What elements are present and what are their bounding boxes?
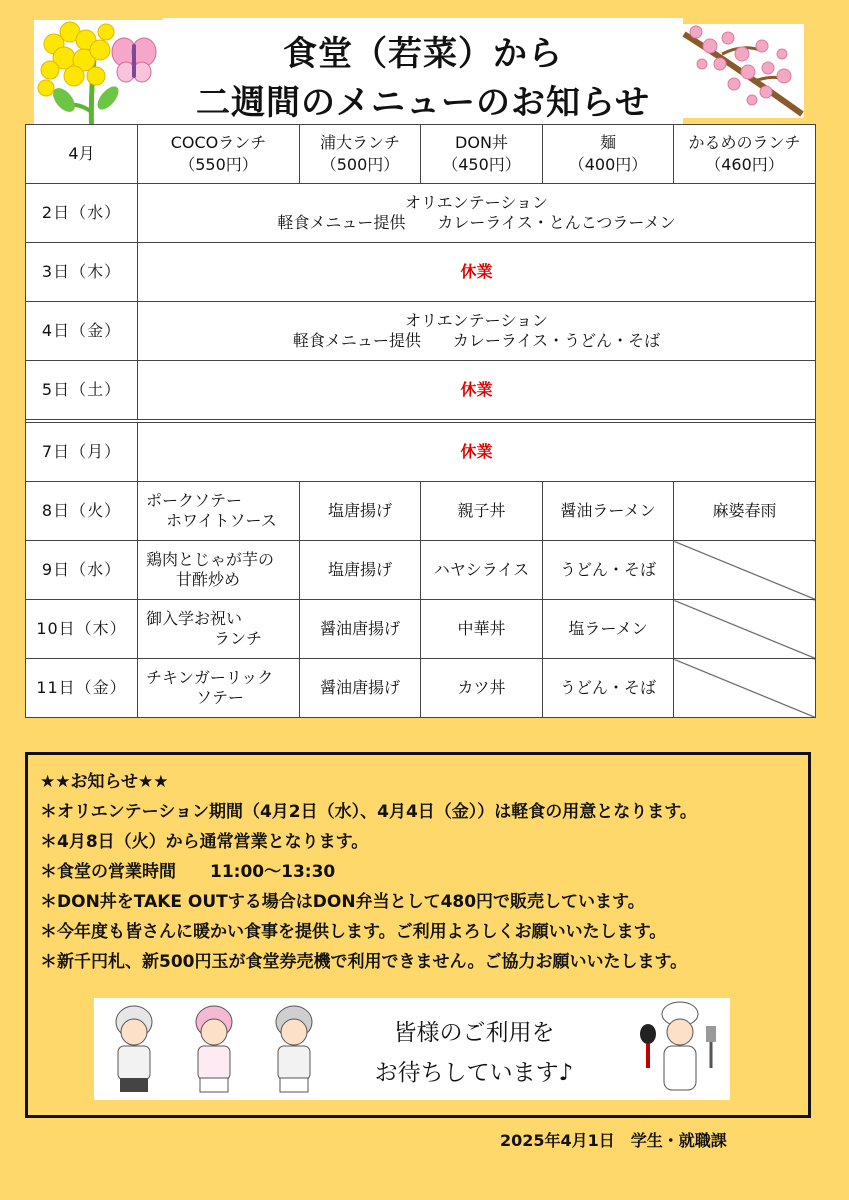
coco-line2: ランチ [214,629,263,648]
men-cell: うどん・そば [543,659,674,718]
page-title-line2: 二週間のメニューのお知らせ [196,83,650,123]
karume-cell: 麻婆春雨 [674,482,816,541]
closed-cell: 休業 [138,423,816,482]
closed-cell: 休業 [138,361,816,420]
date-cell: 7日（月） [26,423,138,482]
column-header-don [421,125,543,184]
welcome-line1: 皆様のご利用を [393,1020,555,1046]
men-cell: 醤油ラーメン [543,482,674,541]
notice-line: ＊オリエンテーション期間（4月2日（水）、4月4日（金））は軽食の用意となります。 [40,802,697,822]
staff-illustration [104,998,324,1100]
coco-line1: ポークソテー [146,491,243,510]
column-header-coco [138,125,300,184]
coco-line1: チキンガーリック [146,668,274,687]
notice-line: ＊新千円札、新500円玉が食堂券売機で利用できません。ご協力お願いいたします。 [40,952,688,972]
date-cell: 10日（木） [26,600,138,659]
footer-date-department: 2025年4月1日 学生・就職課 [500,1131,727,1150]
men-cell: うどん・そば [543,541,674,600]
welcome-line2: お待ちしています♪ [374,1060,574,1086]
table-row [26,184,816,243]
don-cell: カツ丼 [421,659,543,718]
column-header-urada [300,125,421,184]
orientation-cell [138,184,816,243]
date-cell: 9日（水） [26,541,138,600]
orientation-line: オリエンテーション [404,193,549,212]
column-name: 麺 [599,133,616,152]
table-row [26,302,816,361]
table-row [26,541,816,600]
don-cell: ハヤシライス [421,541,543,600]
date-cell: 11日（金） [26,659,138,718]
date-cell: 8日（火） [26,482,138,541]
don-cell: 中華丼 [421,600,543,659]
column-price: （450円） [442,155,521,174]
notice-heading: ★★お知らせ★★ [40,772,169,792]
coco-line2: ソテー [196,688,245,707]
table-row [26,600,816,659]
notice-line: ＊食堂の営業時間 11:00～13:30 [40,862,336,882]
urada-cell: 醤油唐揚げ [300,659,421,718]
table-row [26,423,816,482]
notice-line: ＊今年度も皆さんに暖かい食事を提供します。ご利用よろしくお願いいたします。 [40,922,667,942]
table-row [26,361,816,420]
don-cell: 親子丼 [421,482,543,541]
urada-cell: 醤油唐揚げ [300,600,421,659]
column-name: DON丼 [455,133,508,152]
coco-cell [138,541,300,600]
coco-cell [138,600,300,659]
table-row [26,659,816,718]
column-header-men [543,125,674,184]
column-name: 浦大ランチ [319,133,400,152]
notice-line: ＊4月8日（火）から通常営業となります。 [40,832,369,852]
date-cell: 4日（金） [26,302,138,361]
karume-empty-cell [674,600,816,659]
light-menu-line: 軽食メニュー提供 カレーライス・とんこつラーメン [277,213,676,232]
menu-table [25,124,816,718]
month-label: 4月 [26,125,138,184]
notice-box [25,752,811,1118]
date-cell: 5日（土） [26,361,138,420]
orientation-cell [138,302,816,361]
welcome-banner [94,998,730,1100]
closed-cell: 休業 [138,243,816,302]
karume-empty-cell [674,659,816,718]
light-menu-line: 軽食メニュー提供 カレーライス・うどん・そば [292,331,661,350]
column-name: COCOランチ [170,133,267,152]
date-cell: 2日（水） [26,184,138,243]
men-cell: 塩ラーメン [543,600,674,659]
title-box [163,18,683,124]
page-title-line1: 食堂（若菜）から [283,34,563,74]
coco-line2: 甘酢炒め [176,570,241,589]
notice-line: ＊DON丼をTAKE OUTする場合はDON弁当として480円で販売しています。 [40,892,645,912]
column-header-karume [674,125,816,184]
coco-cell [138,659,300,718]
table-row [26,482,816,541]
coco-line1: 鶏肉とじゃが芋の [146,550,275,569]
cherry-blossom-illustration [682,24,804,118]
coco-line1: 御入学お祝い [146,609,243,628]
urada-cell: 塩唐揚げ [300,541,421,600]
karume-empty-cell [674,541,816,600]
column-price: （550円） [179,155,258,174]
orientation-line: オリエンテーション [404,311,549,330]
column-price: （400円） [568,155,648,174]
rapeseed-butterfly-illustration [34,20,164,138]
urada-cell: 塩唐揚げ [300,482,421,541]
column-price: （500円） [320,155,400,174]
chef-illustration [634,998,724,1100]
date-cell: 3日（木） [26,243,138,302]
table-row [26,243,816,302]
coco-cell [138,482,300,541]
column-price: （460円） [705,155,784,174]
table-header-row [26,125,816,184]
coco-line2: ホワイトソース [166,511,277,530]
column-name: かるめのランチ [688,133,801,152]
